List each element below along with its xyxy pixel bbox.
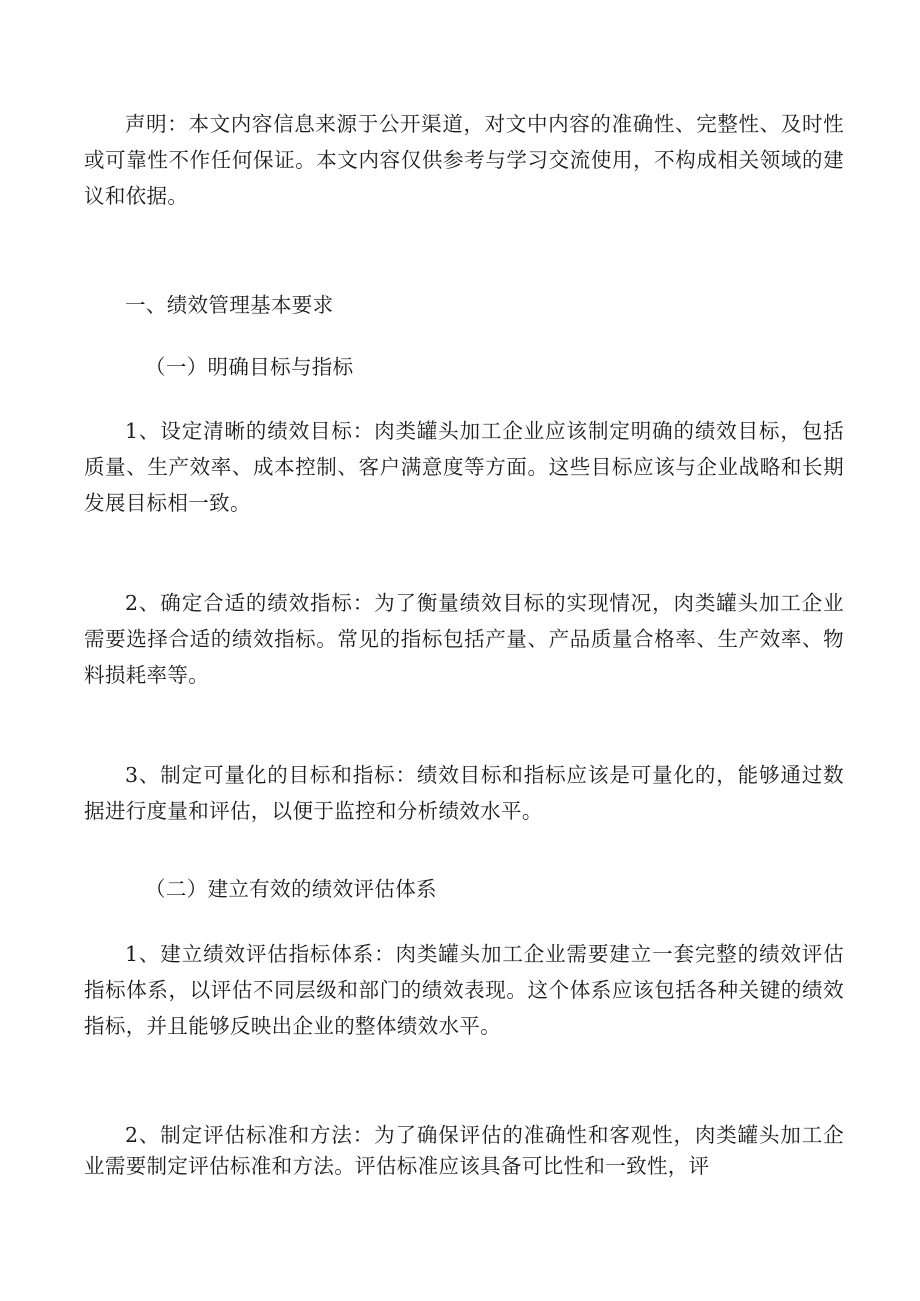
disclaimer-paragraph: 声明：本文内容信息来源于公开渠道，对文中内容的准确性、完整性、及时性或可靠性不作任何保证。本文内容仅供参考与学习交流使用，不构成相关领域的建议和依据。 bbox=[84, 112, 844, 208]
paragraph-evaluation-standards: 2、制定评估标准和方法：为了确保评估的准确性和客观性，肉类罐头加工企业需要制定评估标准和方法。评估标准应该具备可比性和一致性，评 bbox=[84, 1123, 844, 1178]
section-heading: 一、绩效管理基本要求 bbox=[125, 293, 334, 317]
paragraph-quantifiable: 3、制定可量化的目标和指标：绩效目标和指标应该是可量化的，能够通过数据进行度量和评估，以便于监控和分析绩效水平。 bbox=[84, 763, 844, 823]
paragraph-indicators: 2、确定合适的绩效指标：为了衡量绩效目标的实现情况，肉类罐头加工企业需要选择合适的绩效指标。常见的指标包括产量、产品质量合格率、生产效率、物料损耗率等。 bbox=[84, 591, 844, 687]
subsection-heading-1: （一）明确目标与指标 bbox=[145, 355, 354, 379]
paragraph-goals: 1、设定清晰的绩效目标：肉类罐头加工企业应该制定明确的绩效目标，包括质量、生产效率、成本控制、客户满意度等方面。这些目标应该与企业战略和长期发展目标相一致。 bbox=[84, 419, 844, 515]
paragraph-evaluation-system: 1、建立绩效评估指标体系：肉类罐头加工企业需要建立一套完整的绩效评估指标体系，以评估不同层级和部门的绩效表现。这个体系应该包括各种关键的绩效指标，并且能够反映出企业的整体绩效水平。 bbox=[84, 942, 844, 1038]
subsection-heading-2: （二）建立有效的绩效评估体系 bbox=[145, 877, 437, 901]
